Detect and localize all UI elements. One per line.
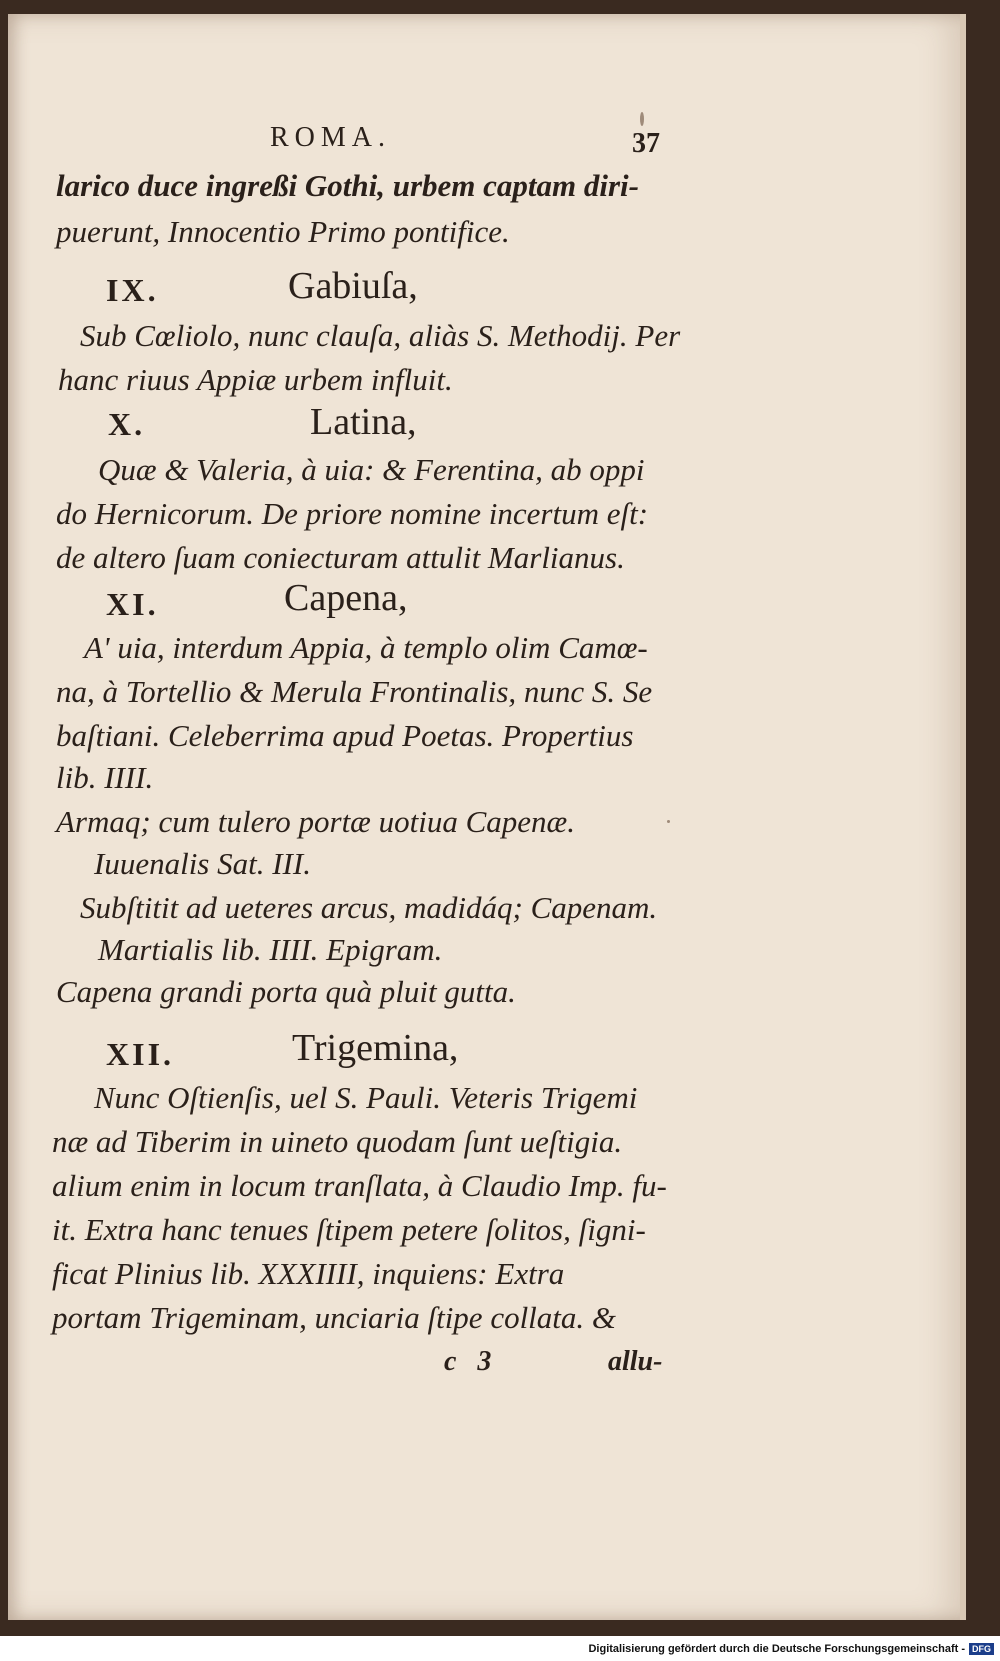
text-line: ficat Plinius lib. XXXIIII, inquiens: Extra	[52, 1256, 565, 1291]
text-line: lib. IIII.	[56, 760, 154, 795]
running-head: ROMA.	[270, 122, 392, 153]
text-line: na, à Tortellio & Merula Frontinalis, nunc S. Se	[56, 674, 653, 709]
citation-line: Martialis lib. IIII. Epigram.	[98, 932, 443, 967]
text-line: portam Trigeminam, unciaria ſtipe collata. &	[52, 1300, 617, 1335]
paper-speck	[640, 112, 644, 126]
verse-line: Subſtitit ad ueteres arcus, madidáq; Capenam.	[80, 890, 658, 925]
text-line: Sub Cœliolo, nunc clauſa, aliàs S. Methodij. Per	[80, 318, 681, 353]
text-line: do Hernicorum. De priore nomine incertum eſt:	[56, 496, 649, 531]
text-line: alium enim in locum tranſlata, à Claudio Imp. fu-	[52, 1168, 667, 1203]
text-line: næ ad Tiberim in uineto quodam ſunt ueſtigia.	[52, 1124, 623, 1159]
signature-mark: c 3	[444, 1346, 492, 1377]
section-numeral: IX.	[106, 272, 159, 308]
text-line: it. Extra hanc tenues ſtipem petere ſolitos, ſigni-	[52, 1212, 646, 1247]
paper-speck	[667, 820, 670, 823]
page-number: 37	[632, 128, 660, 159]
gate-name: Trigemina,	[292, 1027, 459, 1069]
text-line: baſtiani. Celeberrima apud Poetas. Propertius	[56, 718, 634, 753]
section-numeral: XI.	[106, 586, 159, 622]
digitization-credit	[588, 1643, 994, 1655]
text-line: Nunc Oſtienſis, uel S. Pauli. Veteris Trigemi	[94, 1080, 638, 1115]
text-line: Quæ & Valeria, à uia: & Ferentina, ab oppi	[98, 452, 645, 487]
text-line: puerunt, Innocentio Primo pontifice.	[56, 214, 510, 249]
gate-name: Gabiuſa,	[288, 265, 418, 307]
credit-text: Digitalisierung gefördert durch die Deutsche Forschungsgemeinschaft -	[588, 1643, 965, 1655]
verse-line: Capena grandi porta quà pluit gutta.	[56, 974, 516, 1009]
text-line: larico duce ingreßi Gothi, urbem captam diri-	[56, 168, 639, 203]
catchword: allu-	[608, 1346, 663, 1377]
text-line: de altero ſuam coniecturam attulit Marlianus.	[56, 540, 625, 575]
dfg-logo: DFG	[969, 1643, 994, 1655]
text-line: hanc riuus Appiæ urbem influit.	[58, 362, 453, 397]
section-numeral: XII.	[106, 1036, 175, 1072]
gate-name: Capena,	[284, 577, 408, 619]
page-edge	[960, 14, 966, 1620]
citation-line: Iuuenalis Sat. III.	[94, 846, 311, 881]
gate-name: Latina,	[310, 401, 417, 443]
verse-line: Armaq; cum tulero portæ uotiua Capenæ.	[56, 804, 575, 839]
section-numeral: X.	[108, 406, 146, 442]
text-line: A' uia, interdum Appia, à templo olim Camœ-	[84, 630, 648, 665]
